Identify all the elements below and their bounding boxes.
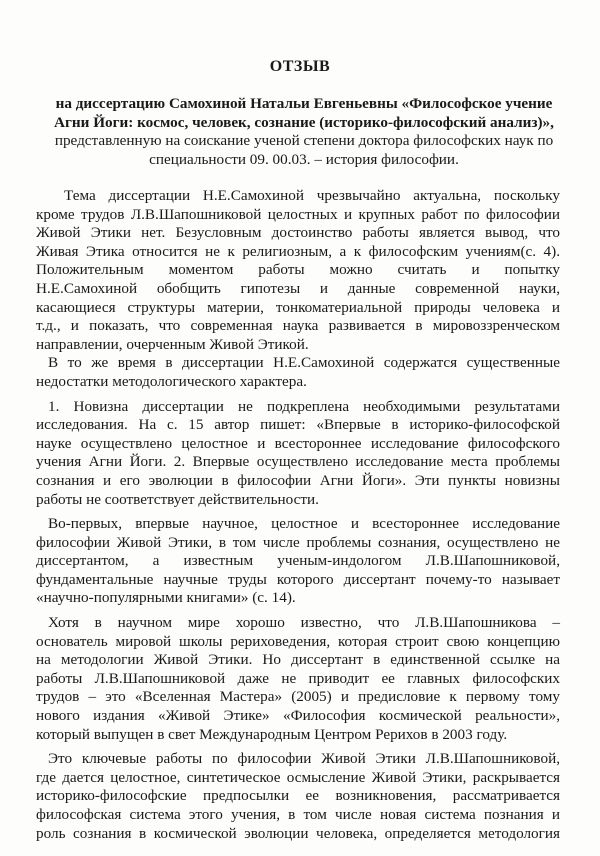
subtitle-line-1: на диссертацию Самохиной Натальи Евгеньевны «Философское учение: [55, 95, 553, 112]
paragraph-line: трудов – это «Вселенная Мастера» (2005) и предисловие к первому тому: [36, 688, 560, 706]
paragraph-line: учения Агни Йоги. 2. Впервые осуществлено исследование места проблемы: [36, 453, 560, 471]
paragraph-line: работы не соответствует действительности.: [36, 490, 319, 508]
paragraph-line: В то же время в диссертации Н.Е.Самохиной содержатся существенные: [48, 354, 560, 372]
paragraph-2: [36, 354, 560, 391]
paragraph-line: Положительным моментом работы можно считать и попытку: [36, 261, 560, 279]
paragraph-line: Тема диссертации Н.Е.Самохиной чрезвычайно актуальна, поскольку: [64, 187, 560, 204]
paragraph-line: основатель мировой школы рериховедения, которая строит свою концепцию: [36, 632, 560, 650]
paragraph-line: который выпущен в свет Международным Центром Рерихов в 2003 году.: [36, 725, 508, 743]
paragraph-line: т.д., и показать, что современная наука развивается в мировоззренческом: [36, 317, 560, 335]
paragraph-line: Н.Е.Самохиной обобщить гипотезы и данные современной науки,: [36, 279, 560, 297]
document-body: [36, 187, 560, 843]
paragraph-line: роль сознания в космической эволюции человека, определяется методология: [36, 824, 560, 842]
paragraph-line: философская система этого учения, в том числе новая система познания и: [36, 806, 560, 823]
paragraph-line: диссертантом, а известным ученым-индологом Л.В.Шапошниковой,: [36, 552, 560, 570]
paragraph-line: Живой Этики нет. Безусловным достоинство работы является вывод, что: [36, 224, 560, 242]
paragraph-line: философии Живой Этики, в том числе проблемы сознания, осуществлено не: [36, 533, 560, 551]
paragraph-line: сознания и его эволюции в философии Агни Йоги». Эти пункты новизны: [36, 471, 560, 489]
paragraph-line: нового издания «Живой Этике» «Философия космической реальности»,: [36, 707, 560, 725]
paragraph-1: [36, 187, 560, 354]
paragraph-line: Хотя в научном мире хорошо известно, что Л.В.Шапошникова –: [48, 614, 560, 632]
paragraph-line: Живая Этика относится не к религиозным, а к философским учениям(с. 4).: [36, 242, 560, 260]
paragraph-line: работы Л.В.Шапошниковой даже не приводит ее главных философских: [36, 669, 560, 687]
document-subtitle: [28, 95, 580, 169]
paragraph-line: Во-первых, впервые научное, целостное и всестороннее исследование: [48, 515, 560, 533]
subtitle-line-3: представленную на соискание ученой степени доктора философских наук по: [54, 132, 554, 149]
paragraph-line: недостатки методологического характера.: [36, 372, 307, 390]
paragraph-line: историко-философские предпосылки ее возникновения, рассматривается: [36, 787, 560, 805]
paragraph-5: [36, 614, 560, 744]
paragraph-6: [36, 750, 560, 843]
subtitle-line-4: специальности 09. 00.03. – история философии.: [149, 150, 459, 168]
paragraph-3: [36, 398, 560, 510]
paragraph-line: «научно-популярными книгами» (с. 14).: [36, 589, 296, 607]
paragraph-line: кроме трудов Л.В.Шапошниковой целостных и крупных работ по философии: [36, 205, 560, 223]
paragraph-line: науке осуществлено целостное и всестороннее исследование философского: [36, 434, 560, 452]
document-title: ОТЗЫВ: [269, 58, 331, 75]
paragraph-line: касающиеся структуры материи, тонкоматериальной природы человека и: [36, 298, 560, 316]
paragraph-line: на методологии Живой Этики. Но диссертант в единственной ссылке на: [36, 651, 560, 669]
subtitle-line-2: Агни Йоги: космос, человек, сознание (историко-философский анализ)»,: [54, 113, 554, 131]
paragraph-line: Это ключевые работы по философии Живой Этики Л.В.Шапошниковой,: [48, 750, 560, 768]
paragraph-line: исследования. На с. 15 автор пишет: «Впервые в историко-философской: [36, 416, 560, 434]
paragraph-line: фундаментальные научные труды которого диссертант почему-то называет: [36, 570, 560, 588]
paragraph-line: 1. Новизна диссертации не подкреплена необходимыми результатами: [48, 397, 560, 415]
paragraph-line: где дается целостное, синтетическое осмысление Живой Этики, раскрывается: [36, 768, 560, 786]
paragraph-line: направлении, очерченным Живой Этикой.: [36, 335, 309, 353]
paragraph-4: [36, 515, 560, 608]
